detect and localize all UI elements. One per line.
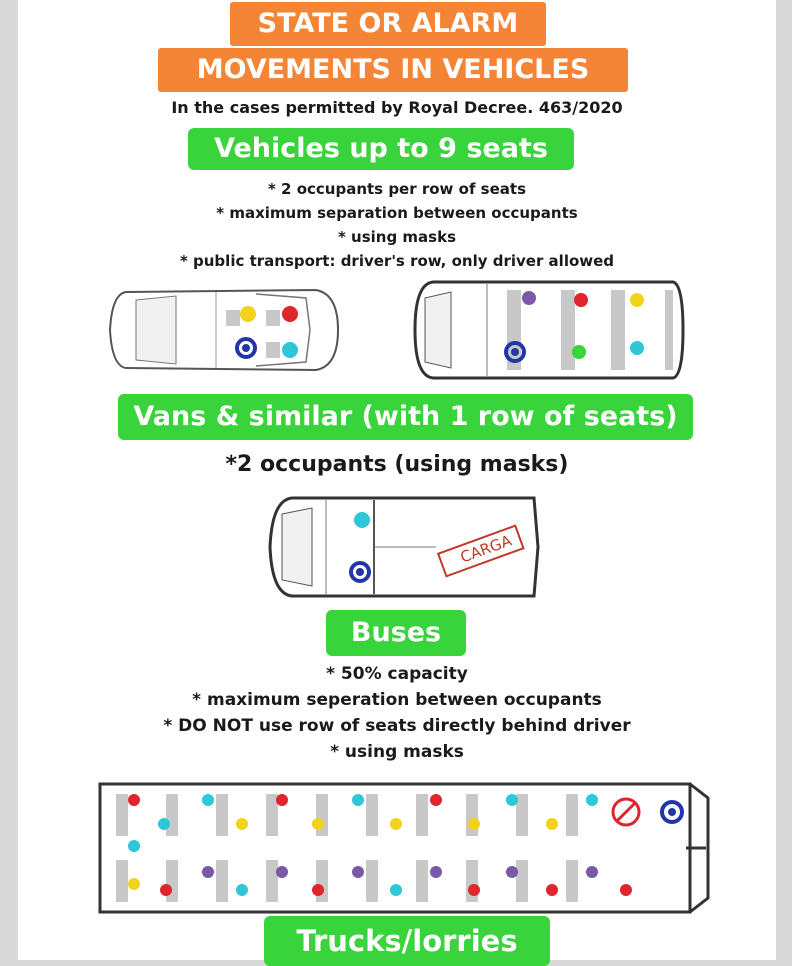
subtitle: In the cases permitted by Royal Decree. 463/2020 xyxy=(171,98,623,117)
cars-rule-1: * 2 occupants per row of seats xyxy=(267,180,527,198)
cars-rule-3: * using masks xyxy=(337,228,457,246)
vans-rule-1: *2 occupants (using masks) xyxy=(225,452,569,477)
buses-rule-1: * 50% capacity xyxy=(326,664,468,684)
minibus-illustration xyxy=(411,276,687,384)
vans-heading: Vans & similar (with 1 row of seats) xyxy=(118,394,693,440)
bus-illustration xyxy=(96,778,716,918)
cargo-label: CARGA xyxy=(457,531,514,567)
cars-rule-2: * maximum separation between occupants xyxy=(216,204,578,222)
title-line-1: STATE OR ALARM xyxy=(230,2,546,46)
buses-rule-4: * using masks xyxy=(330,742,464,762)
trucks-heading: Trucks/lorries xyxy=(264,916,550,966)
title-line-2: MOVEMENTS IN VEHICLES xyxy=(158,48,628,92)
buses-rule-3: * DO NOT use row of seats directly behind driver xyxy=(163,716,631,736)
infographic-card xyxy=(18,0,776,960)
cars-heading: Vehicles up to 9 seats xyxy=(188,128,574,170)
buses-heading: Buses xyxy=(326,610,466,656)
cars-rule-4: * public transport: driver's row, only driver allowed xyxy=(179,252,615,270)
buses-rule-2: * maximum seperation between occupants xyxy=(192,690,602,710)
car-illustration xyxy=(106,280,342,380)
